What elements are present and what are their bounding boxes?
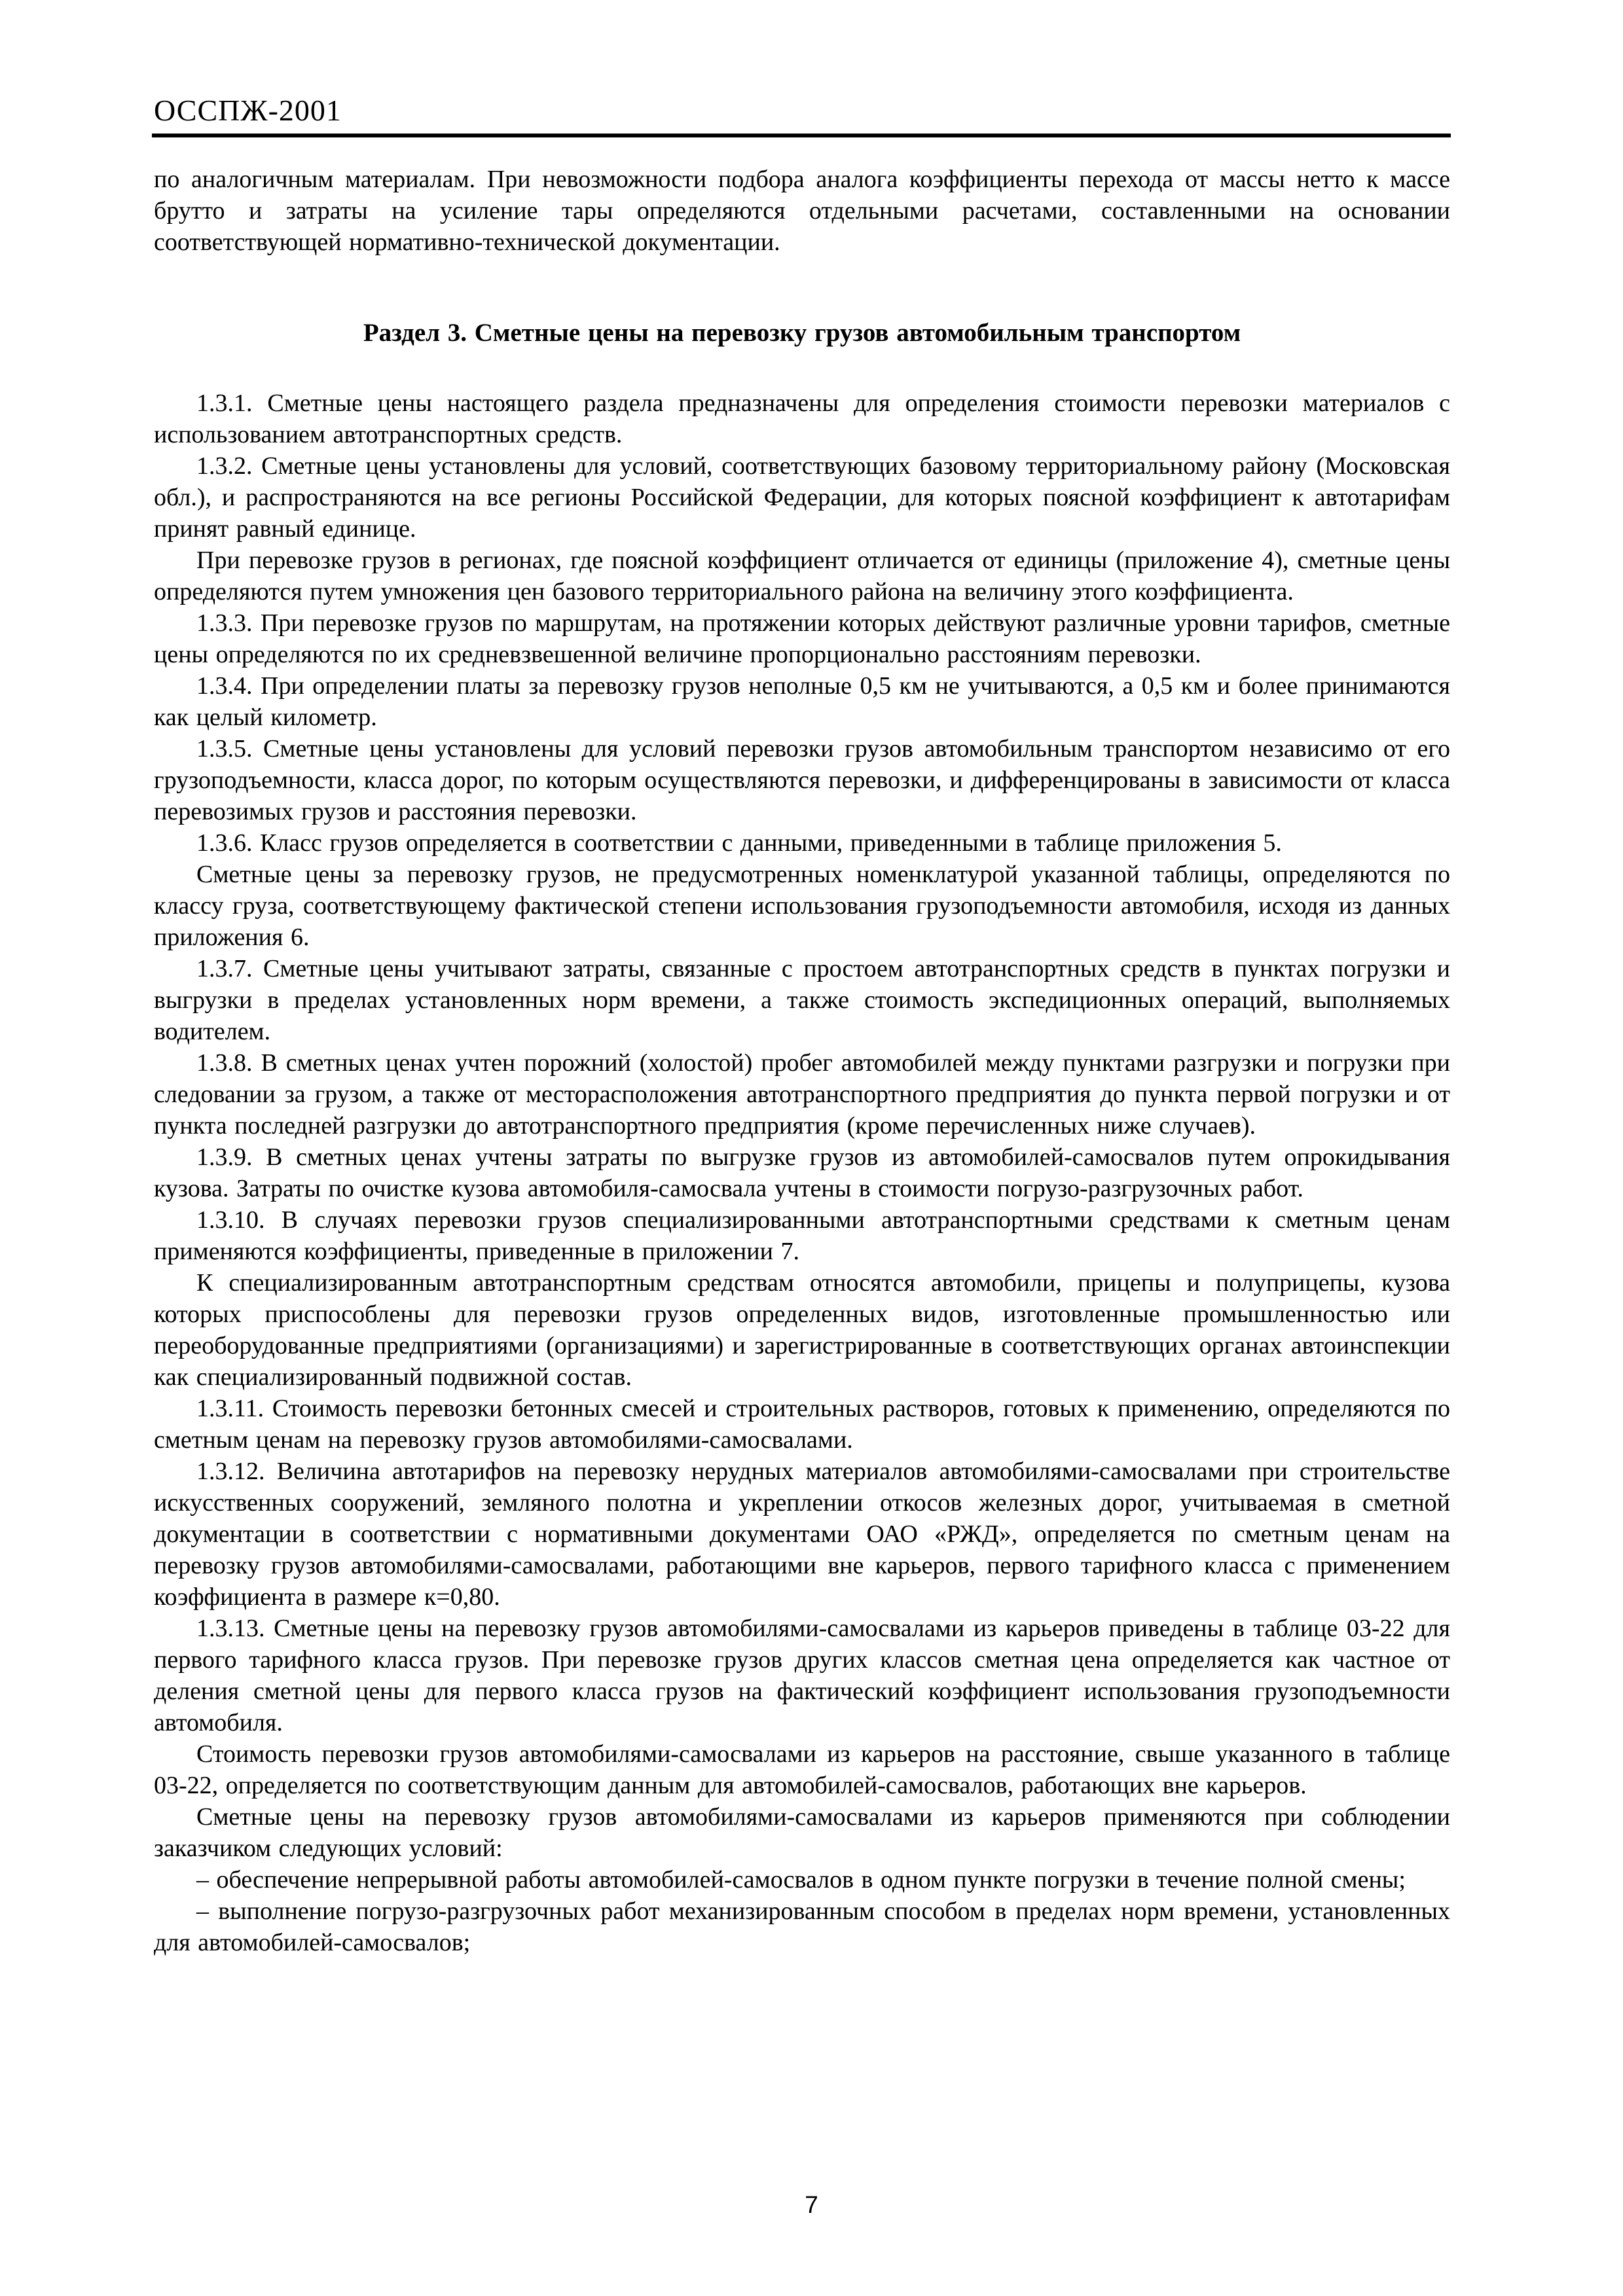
page-number: 7 [805,2191,818,2218]
clause-1-3-7: 1.3.7. Сметные цены учитывают затраты, связанные с простоем автотранспортных средств в пунктах погрузки и выгрузки в пределах установленных норм времени, а также стоимость экспедиционных операций, выполняемых водителем. [154,955,1450,1045]
clause-1-3-12: 1.3.12. Величина автотарифов на перевозку нерудных материалов автомобилями-самосвалами при строительстве искусственных сооружений, земляного полотна и укреплении откосов железных дорог, учитываемая в сметной документации в соответствии с нормативными документами ОАО «РЖД», определяется по сметным ценам на перевозку грузов автомобилями-самосвалами, работающими вне карьеров, первого тарифного класса с применением коэффициента в размере к=0,80. [154,1458,1450,1611]
condition-item-1: – обеспечение непрерывной работы автомобилей-самосвалов в одном пункте погрузки в течение полной смены; [196,1866,1406,1893]
document-code: ОССПЖ-2001 [154,94,342,127]
clause-1-3-13: 1.3.13. Сметные цены на перевозку грузов автомобилями-самосвалами из карьеров приведены в таблице 03-22 для первого тарифного класса грузов. При перевозке грузов других классов сметная цена определяется как частное от деления сметной цены для первого класса грузов на фактический коэффициент использования грузоподъемности автомобиля. [154,1615,1450,1736]
header-rule [152,134,1451,137]
clause-1-3-10: 1.3.10. В случаях перевозки грузов специализированными автотранспортными средствами к сметным ценам применяются коэффициенты, приведенные в приложении 7. [154,1206,1450,1265]
clause-1-3-13-note: Стоимость перевозки грузов автомобилями-самосвалами из карьеров на расстояние, свыше указанного в таблице 03-22, определяется по соответствующим данным для автомобилей-самосвалов, работающих вне карьеров. [154,1740,1450,1799]
section-heading: Раздел 3. Сметные цены на перевозку грузов автомобильным транспортом [363,319,1241,347]
clause-1-3-2: 1.3.2. Сметные цены установлены для условий, соответствующих базовому территориальному району (Московская обл.), и распространяются на все регионы Российской Федерации, для которых поясной коэффициент к автотарифам принят равный единице. [154,452,1450,543]
clause-1-3-10-note: К специализированным автотранспортным средствам относятся автомобили, прицепы и полуприцепы, кузова которых приспособлены для перевозки грузов определенных видов, изготовленные промышленностью или переоборудованные предприятиями (организациями) и зарегистрированные в соответствующих органах автоинспекции как специализированный подвижной состав. [154,1269,1450,1391]
clause-1-3-9: 1.3.9. В сметных ценах учтены затраты по выгрузке грузов из автомобилей-самосвалов путем опрокидывания кузова. Затраты по очистке кузова автомобиля-самосвала учтены в стоимости погрузо-разгрузочных работ. [154,1143,1450,1202]
clause-1-3-2-note: При перевозке грузов в регионах, где поясной коэффициент отличается от единицы (приложение 4), сметные цены определяются путем умножения цен базового территориального района на величину этого коэффициента. [154,547,1450,605]
clause-1-3-3: 1.3.3. При перевозке грузов по маршрутам, на протяжении которых действуют различные уровни тарифов, сметные цены определяются по их средневзвешенной величине пропорционально расстояниям перевозки. [154,609,1450,668]
clause-1-3-6-note: Сметные цены за перевозку грузов, не предусмотренных номенклатурой указанной таблицы, определяются по классу груза, соответствующему фактической степени использования грузоподъемности автомобиля, исходя из данных приложения 6. [154,861,1450,951]
clause-1-3-13-conditions-intro: Сметные цены на перевозку грузов автомобилями-самосвалами из карьеров применяются при соблюдении заказчиком следующих условий: [154,1803,1450,1862]
clause-1-3-8: 1.3.8. В сметных ценах учтен порожний (холостой) пробег автомобилей между пунктами разгрузки и погрузки при следовании за грузом, а также от месторасположения автотранспортного предприятия до пункта первой погрузки и от пункта последней разгрузки до автотранспортного предприятия (кроме перечисленных ниже случаев). [154,1049,1450,1139]
clause-1-3-11: 1.3.11. Стоимость перевозки бетонных смесей и строительных растворов, готовых к применению, определяются по сметным ценам на перевозку грузов автомобилями-самосвалами. [154,1395,1450,1454]
clause-1-3-5: 1.3.5. Сметные цены установлены для условий перевозки грузов автомобильным транспортом независимо от его грузоподъемности, класса дорог, по которым осуществляются перевозки, и дифференцированы в зависимости от класса перевозимых грузов и расстояния перевозки. [154,735,1450,825]
document-body [154,164,1450,1958]
paragraph-continuation: по аналогичным материалам. При невозможности подбора аналога коэффициенты перехода от массы нетто к массе брутто и затраты на усиление тары определяются отдельными расчетами, составленными на основании соответствующей нормативно-технической документации. [154,166,1450,256]
condition-item-2: – выполнение погрузо-разгрузочных работ механизированным способом в пределах норм времени, установленных для автомобилей-самосвалов; [154,1897,1450,1956]
clause-1-3-6: 1.3.6. Класс грузов определяется в соответствии с данными, приведенными в таблице приложения 5. [196,829,1282,857]
clause-1-3-4: 1.3.4. При определении платы за перевозку грузов неполные 0,5 км не учитываются, а 0,5 км и более принимаются как целый километр. [154,672,1450,731]
clause-1-3-1: 1.3.1. Сметные цены настоящего раздела предназначены для определения стоимости перевозки материалов с использованием автотранспортных средств. [154,389,1450,448]
